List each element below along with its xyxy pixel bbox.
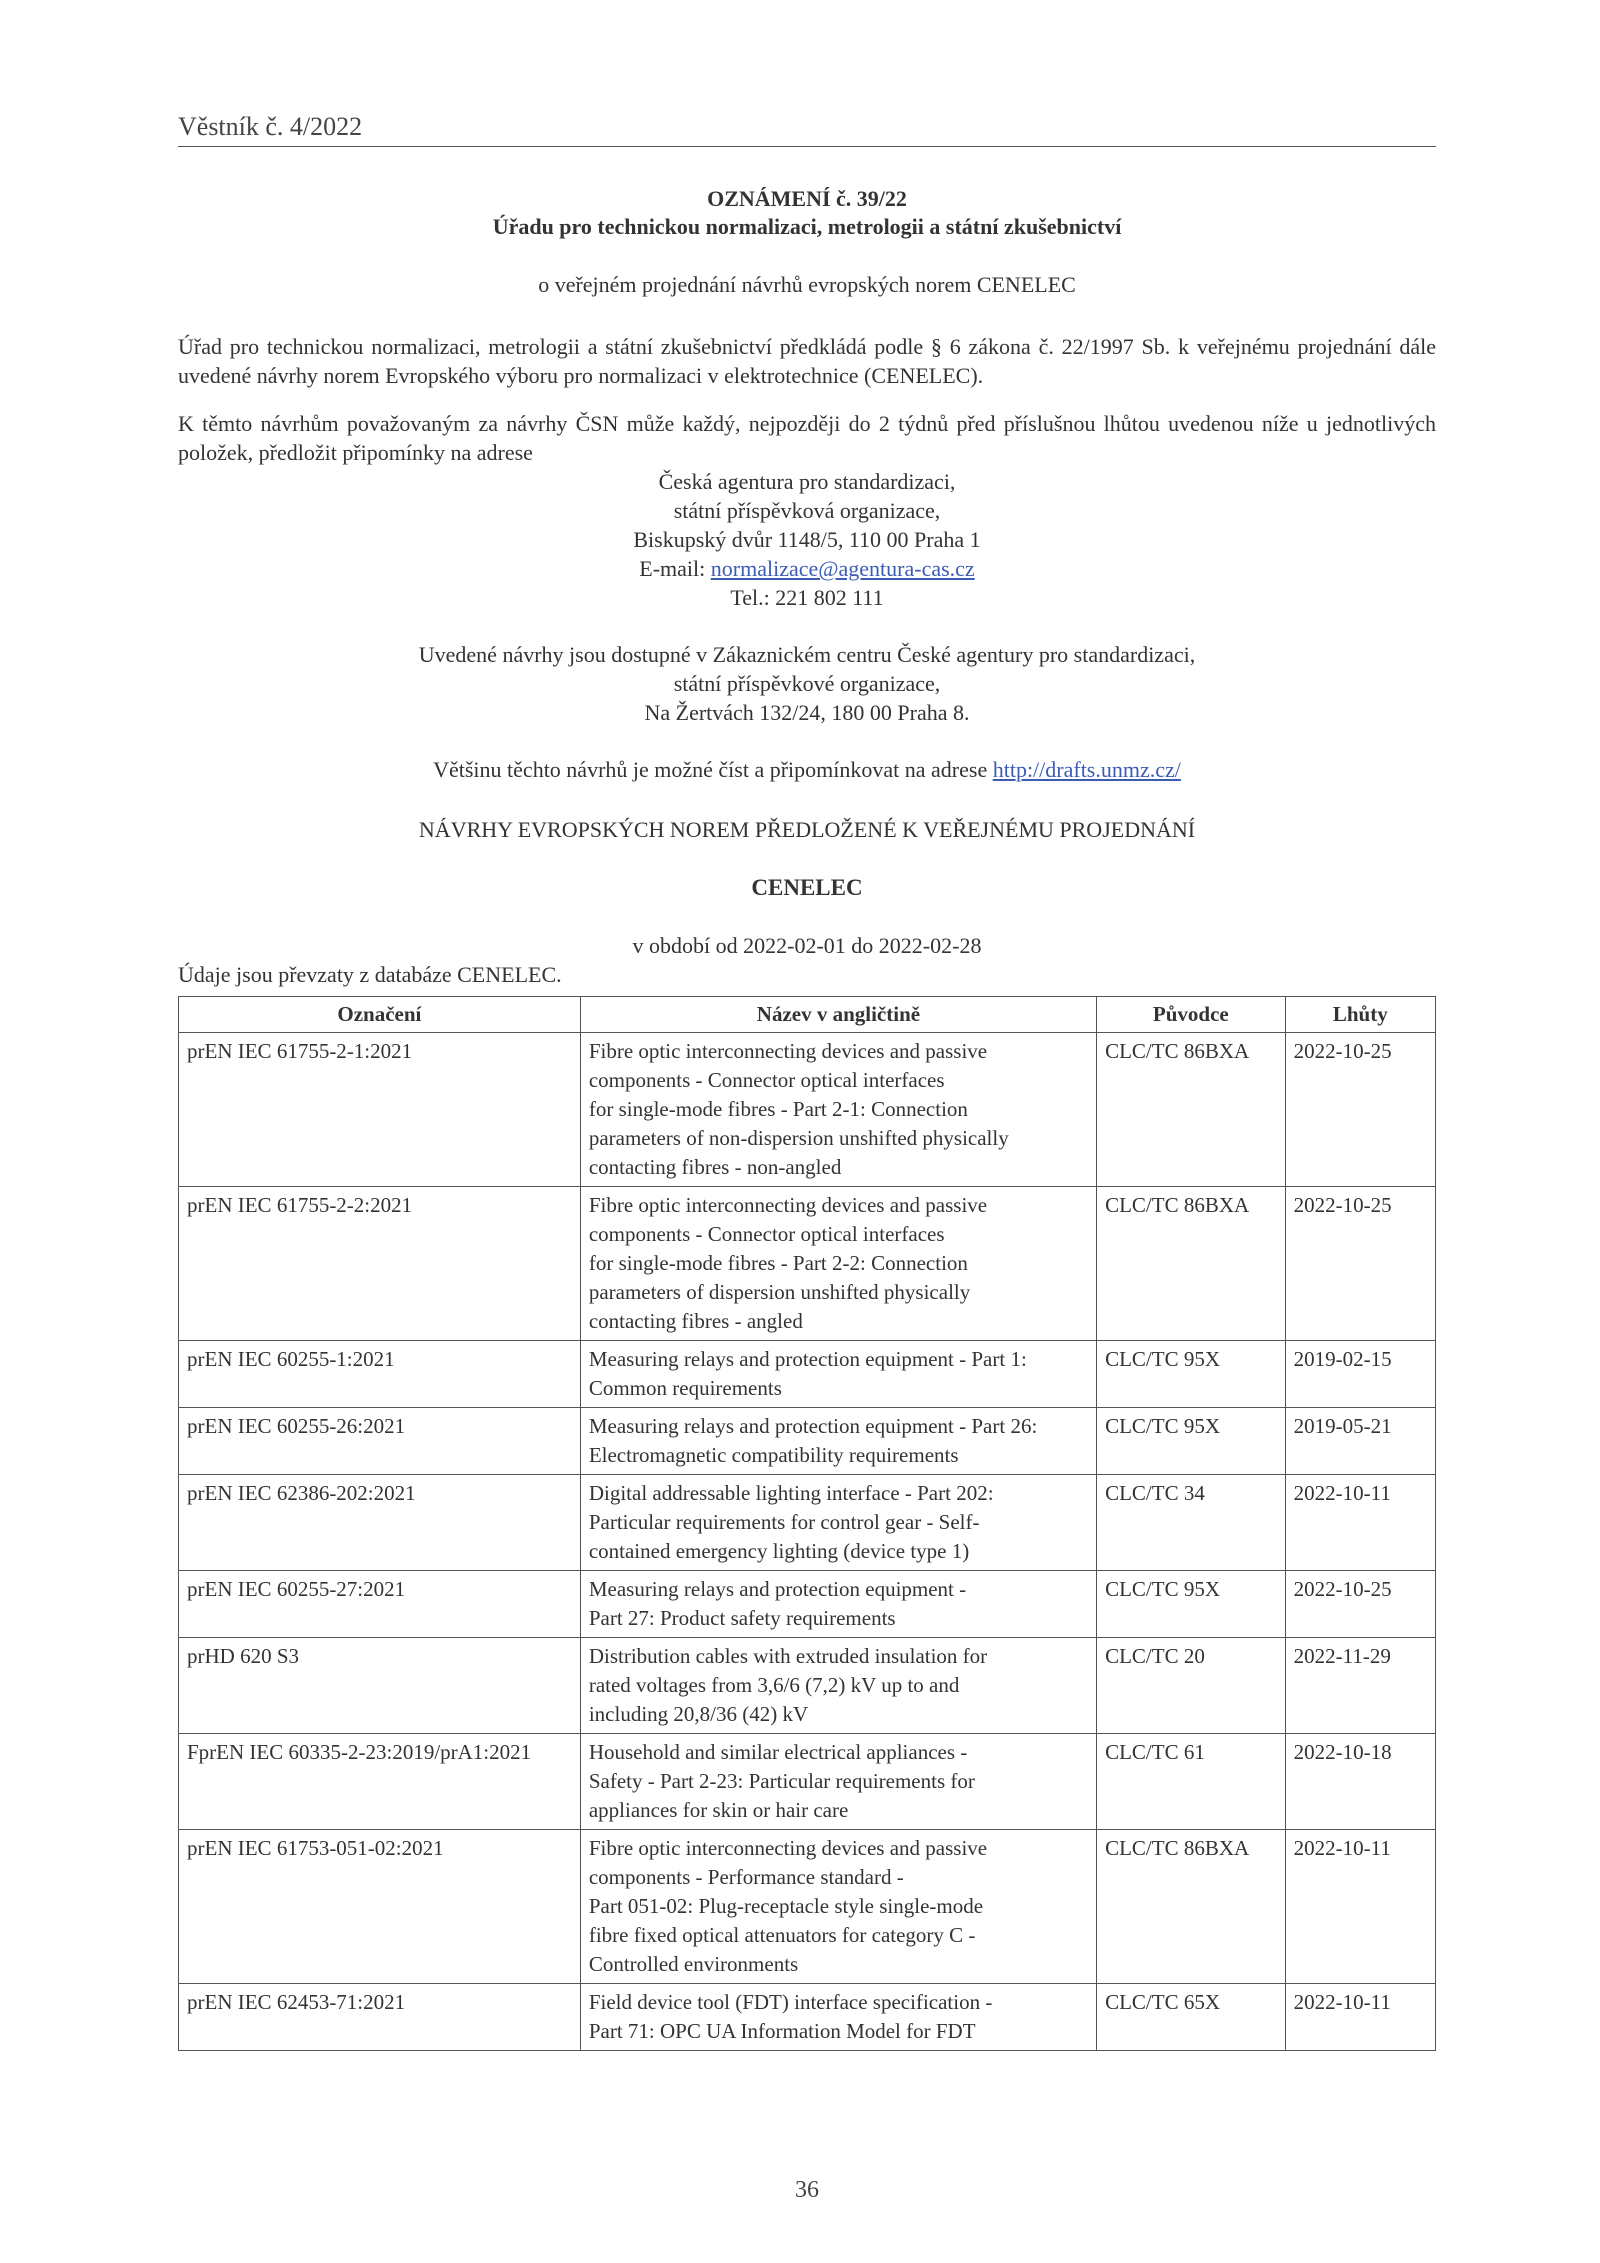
cell-origin: CLC/TC 95X bbox=[1097, 1341, 1286, 1408]
cell-name: Household and similar electrical appliances - Safety - Part 2-23: Particular requirements for appliances for skin or hair care bbox=[580, 1734, 1096, 1830]
cell-name: Fibre optic interconnecting devices and passive components - Connector optical interfaces for single-mode fibres - Part 2-2: Connection parameters of dispersion unshifted physically contacting fibres - angled bbox=[580, 1187, 1096, 1341]
organization-heading: CENELEC bbox=[751, 875, 863, 900]
header-name: Název v angličtině bbox=[580, 997, 1096, 1033]
announcement-number: OZNÁMENÍ č. 39/22 bbox=[707, 186, 907, 211]
table-row bbox=[179, 1408, 1436, 1475]
cell-name: Fibre optic interconnecting devices and passive components - Performance standard - Part 051-02: Plug-receptacle style single-mode fibre fixed optical attenuators for category C - Controlled environments bbox=[580, 1830, 1096, 1984]
cell-deadline: 2022-10-11 bbox=[1285, 1984, 1435, 2051]
email-link[interactable]: normalizace@agentura-cas.cz bbox=[710, 556, 975, 581]
cell-deadline: 2022-11-29 bbox=[1285, 1638, 1435, 1734]
cell-id: prEN IEC 62453-71:2021 bbox=[179, 1984, 581, 2051]
cell-origin: CLC/TC 95X bbox=[1097, 1408, 1286, 1475]
availability-block bbox=[178, 640, 1436, 727]
cell-deadline: 2022-10-25 bbox=[1285, 1571, 1435, 1638]
cell-name: Digital addressable lighting interface - Part 202: Particular requirements for control gear - Self- contained emergency lighting (device type 1) bbox=[580, 1475, 1096, 1571]
cell-origin: CLC/TC 34 bbox=[1097, 1475, 1286, 1571]
cell-deadline: 2019-05-21 bbox=[1285, 1408, 1435, 1475]
cell-id: prEN IEC 61755-2-1:2021 bbox=[179, 1033, 581, 1187]
announcement-subject: o veřejném projednání návrhů evropských norem CENELEC bbox=[538, 272, 1076, 297]
page-number: 36 bbox=[795, 2177, 819, 2203]
bulletin-title: Věstník č. 4/2022 bbox=[178, 112, 363, 141]
cell-id: prEN IEC 60255-26:2021 bbox=[179, 1408, 581, 1475]
table-row bbox=[179, 1830, 1436, 1984]
comments-paragraph: K těmto návrhům považovaným za návrhy ČSN může každý, nejpozději do 2 týdnů před příslušnou lhůtou uvedenou níže u jednotlivých položek, předložit připomínky na adrese bbox=[178, 411, 1436, 465]
availability-line-3: Na Žertvách 132/24, 180 00 Praha 8. bbox=[644, 700, 970, 725]
availability-line-2: státní příspěvkové organizace, bbox=[673, 671, 941, 696]
table-row bbox=[179, 1475, 1436, 1571]
cell-name: Measuring relays and protection equipment - Part 1: Common requirements bbox=[580, 1341, 1096, 1408]
cell-id: prEN IEC 60255-1:2021 bbox=[179, 1341, 581, 1408]
cell-origin: CLC/TC 86BXA bbox=[1097, 1830, 1286, 1984]
cell-id: prEN IEC 62386-202:2021 bbox=[179, 1475, 581, 1571]
cell-name: Field device tool (FDT) interface specification - Part 71: OPC UA Information Model for FDT bbox=[580, 1984, 1096, 2051]
announcement-office: Úřadu pro technickou normalizaci, metrologii a státní zkušebnictví bbox=[492, 214, 1122, 239]
email-label: E-mail: bbox=[639, 556, 711, 581]
cell-deadline: 2019-02-15 bbox=[1285, 1341, 1435, 1408]
availability-line-1: Uvedené návrhy jsou dostupné v Zákaznickém centru České agentury pro standardizaci, bbox=[418, 642, 1196, 667]
table-row bbox=[179, 1638, 1436, 1734]
table-header-row bbox=[179, 997, 1436, 1033]
source-note: Údaje jsou převzaty z databáze CENELEC. bbox=[178, 962, 562, 987]
cell-origin: CLC/TC 65X bbox=[1097, 1984, 1286, 2051]
header-id: Označení bbox=[179, 997, 581, 1033]
table-row bbox=[179, 1984, 1436, 2051]
drafts-table bbox=[178, 996, 1436, 2051]
cell-name: Measuring relays and protection equipment - Part 27: Product safety requirements bbox=[580, 1571, 1096, 1638]
cell-origin: CLC/TC 61 bbox=[1097, 1734, 1286, 1830]
drafts-heading: NÁVRHY EVROPSKÝCH NOREM PŘEDLOŽENÉ K VEŘEJNÉMU PROJEDNÁNÍ bbox=[418, 817, 1196, 842]
cell-origin: CLC/TC 86BXA bbox=[1097, 1187, 1286, 1341]
cell-name: Distribution cables with extruded insulation for rated voltages from 3,6/6 (7,2) kV up to and including 20,8/36 (42) kV bbox=[580, 1638, 1096, 1734]
table-row bbox=[179, 1341, 1436, 1408]
cell-origin: CLC/TC 86BXA bbox=[1097, 1033, 1286, 1187]
cell-deadline: 2022-10-25 bbox=[1285, 1187, 1435, 1341]
table-row bbox=[179, 1734, 1436, 1830]
address-line-3: Biskupský dvůr 1148/5, 110 00 Praha 1 bbox=[633, 527, 981, 552]
cell-deadline: 2022-10-25 bbox=[1285, 1033, 1435, 1187]
table-row bbox=[179, 1187, 1436, 1341]
table-row bbox=[179, 1033, 1436, 1187]
email-line bbox=[178, 554, 1436, 583]
cell-origin: CLC/TC 95X bbox=[1097, 1571, 1286, 1638]
address-line-2: státní příspěvková organizace, bbox=[673, 498, 941, 523]
cell-name: Fibre optic interconnecting devices and passive components - Connector optical interfaces for single-mode fibres - Part 2-1: Connection parameters of non-dispersion unshifted physically contacting fibres - non-angled bbox=[580, 1033, 1096, 1187]
intro-paragraph: Úřad pro technickou normalizaci, metrologii a státní zkušebnictví předkládá podle § 6 zákona č. 22/1997 Sb. k veřejnému projednání dále uvedené návrhy norem Evropského výboru pro normalizaci v elektrotechnice (CENELEC). bbox=[178, 334, 1436, 388]
cell-name: Measuring relays and protection equipment - Part 26: Electromagnetic compatibility requirements bbox=[580, 1408, 1096, 1475]
cell-deadline: 2022-10-11 bbox=[1285, 1475, 1435, 1571]
phone-line: Tel.: 221 802 111 bbox=[730, 585, 884, 610]
cell-id: prEN IEC 61755-2-2:2021 bbox=[179, 1187, 581, 1341]
address-block bbox=[178, 467, 1436, 612]
web-text: Většinu těchto návrhů je možné číst a připomínkovat na adrese bbox=[433, 757, 993, 782]
cell-deadline: 2022-10-11 bbox=[1285, 1830, 1435, 1984]
cell-origin: CLC/TC 20 bbox=[1097, 1638, 1286, 1734]
address-line-1: Česká agentura pro standardizaci, bbox=[658, 469, 956, 494]
period-line: v období od 2022-02-01 do 2022-02-28 bbox=[632, 933, 982, 958]
web-line bbox=[178, 757, 1436, 783]
cell-id: prEN IEC 60255-27:2021 bbox=[179, 1571, 581, 1638]
cell-id: prEN IEC 61753-051-02:2021 bbox=[179, 1830, 581, 1984]
drafts-link[interactable]: http://drafts.unmz.cz/ bbox=[992, 757, 1181, 782]
table-row bbox=[179, 1571, 1436, 1638]
cell-id: prHD 620 S3 bbox=[179, 1638, 581, 1734]
cell-deadline: 2022-10-18 bbox=[1285, 1734, 1435, 1830]
header-origin: Původce bbox=[1097, 997, 1286, 1033]
cell-id: FprEN IEC 60335-2-23:2019/prA1:2021 bbox=[179, 1734, 581, 1830]
header-divider bbox=[178, 146, 1436, 147]
header-deadline: Lhůty bbox=[1285, 997, 1435, 1033]
